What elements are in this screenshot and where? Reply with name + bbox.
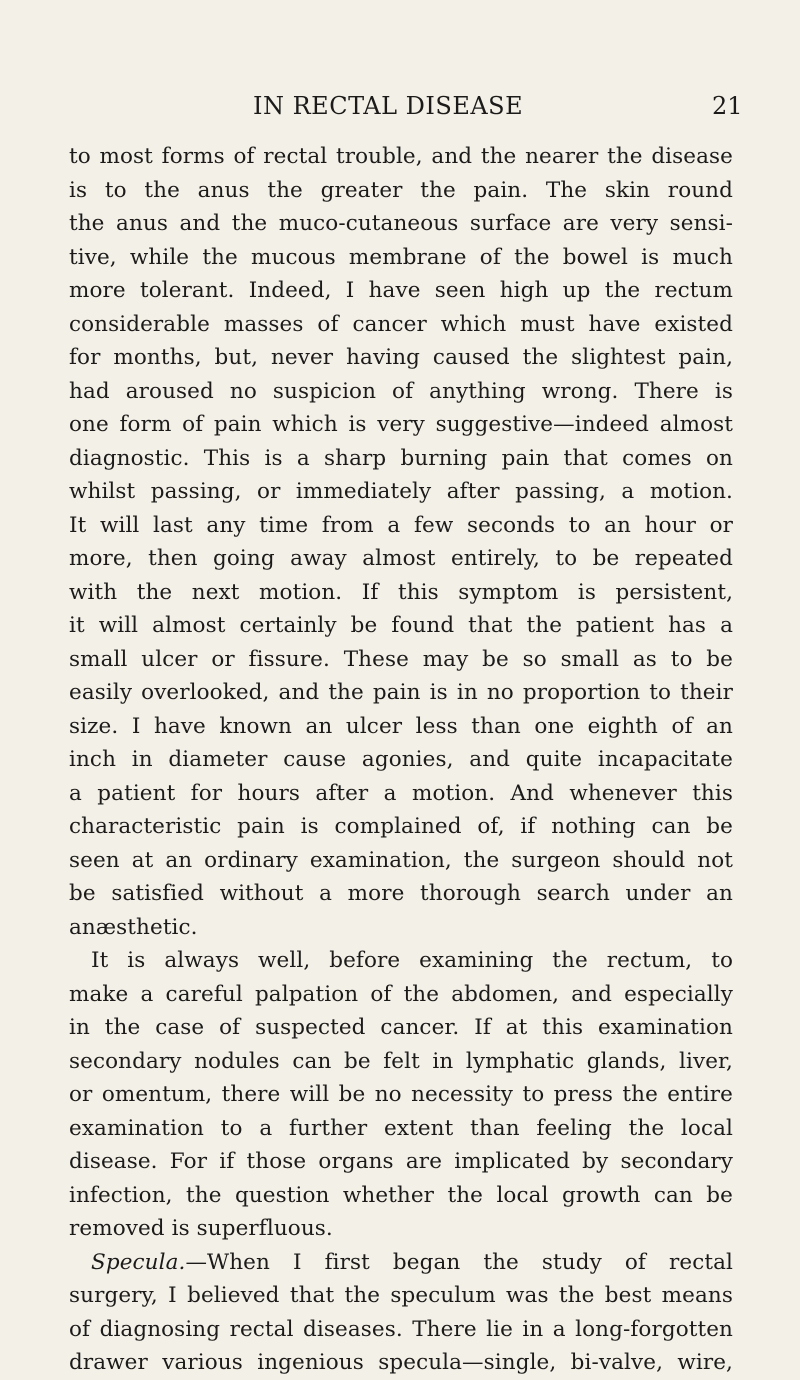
text-line: removed is superfluous. [69,1216,333,1241]
text-line: for months, but, never having caused the slightest pain, [69,345,733,370]
text-line: disease. For if those organs are implicated by secondary [69,1149,733,1174]
running-title: IN RECTAL DISEASE [253,92,524,120]
text-line: considerable masses of cancer which must have existed [69,311,733,337]
text-line: size. I have known an ulcer less than one eighth of an [69,713,733,739]
text-line: secondary nodules can be felt in lymphatic glands, liver, [69,1048,733,1074]
text-line: more tolerant. Indeed, I have seen high up the rectum [69,278,733,303]
text-line: infection, the question whether the local growth can be [69,1182,733,1208]
text-line: be satisfied without a more thorough search under an [69,881,733,906]
text-line: had aroused no suspicion of anything wrong. There is [69,378,733,404]
text-line: diagnostic. This is a sharp burning pain that comes on [69,445,733,471]
text-line: small ulcer or fissure. These may be so small as to be [69,646,733,672]
text-line: drawer various ingenious specula—single, bi-valve, wire, [69,1350,733,1375]
text-line: inch in diameter cause agonies, and quite incapacitate [69,747,733,772]
text-line: the anus and the muco-cutaneous surface are very sensi- [69,211,733,236]
text-segment: —When I first began the study of rectal [185,1249,733,1275]
text-line: easily overlooked, and the pain is in no proportion to their [69,680,733,705]
text-line: It will last any time from a few seconds to an hour or [69,512,733,538]
body-text [69,140,733,1380]
text-line: is to the anus the greater the pain. The skin round [69,177,733,203]
specula-paragraph-start [69,1246,733,1280]
text-line: of diagnosing rectal diseases. There lie in a long-forgotten [69,1316,733,1342]
text-line: to most forms of rectal trouble, and the nearer the disease [69,144,733,169]
text-line: examination to a further extent than feeling the local [69,1115,733,1141]
text-line: one form of pain which is very suggestive—indeed almost [69,412,733,437]
text-line: a patient for hours after a motion. And whenever this [69,780,733,806]
text-line: It is always well, before examining the rectum, to [91,948,733,973]
text-line: anæsthetic. [69,914,198,940]
text-line: make a careful palpation of the abdomen, and especially [69,981,733,1007]
text-line: tive, while the mucous membrane of the bowel is much [69,244,733,270]
running-head [0,92,800,124]
text-line: more, then going away almost entirely, to be repeated [69,546,733,571]
text-line: surgery, I believed that the speculum was the best means [69,1283,733,1308]
text-line: with the next motion. If this symptom is persistent, [69,579,733,605]
text-line: characteristic pain is complained of, if nothing can be [69,814,733,839]
text-line: seen at an ordinary examination, the surgeon should not [69,847,733,873]
text-line: it will almost certainly be found that the patient has a [69,613,733,638]
text-line: whilst passing, or immediately after passing, a motion. [69,479,733,504]
specula-heading: Specula. [91,1249,186,1275]
page-number: 21 [712,92,743,120]
text-line: or omentum, there will be no necessity to press the entire [69,1082,733,1107]
text-line: in the case of suspected cancer. If at this examination [69,1015,733,1040]
